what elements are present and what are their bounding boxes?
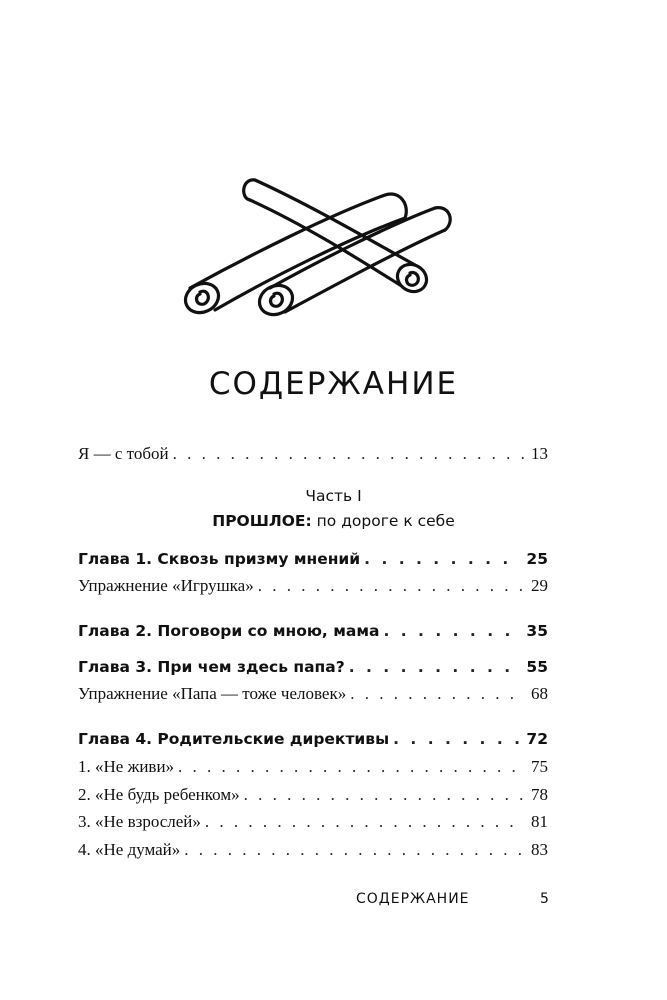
toc-leader-dots xyxy=(364,550,520,568)
toc-entry-label: Глава 1. Сквозь призму мнений xyxy=(78,550,361,568)
part-title-bold: ПРОШЛОЕ: xyxy=(212,512,312,530)
toc-entry-label: Упражнение «Игрушка» xyxy=(78,576,254,595)
toc-entry-exercise-2[interactable] xyxy=(78,684,548,704)
toc-leader-dots xyxy=(244,785,525,805)
toc-entry-page: 35 xyxy=(526,622,548,640)
toc-entry-page: 13 xyxy=(531,444,548,463)
part-title xyxy=(0,512,667,530)
cinnamon-sticks-icon xyxy=(160,160,460,330)
toc-entry-label: 2. «Не будь ребенком» xyxy=(78,785,240,804)
running-title: СОДЕРЖАНИЕ xyxy=(356,891,470,907)
toc-entry-page: 29 xyxy=(531,576,548,595)
toc-entry-page: 55 xyxy=(526,658,548,676)
toc-entry-intro[interactable] xyxy=(78,444,548,464)
toc-leader-dots xyxy=(349,658,521,676)
part-title-rest: по дороге к себе xyxy=(311,512,455,530)
toc-entry-label: Упражнение «Папа — тоже человек» xyxy=(78,684,347,703)
toc-leader-dots xyxy=(393,730,520,748)
toc-entry-directive-2[interactable] xyxy=(78,785,548,805)
toc-entry-page: 75 xyxy=(531,757,548,776)
toc-entry-page: 83 xyxy=(531,840,548,859)
toc-entry-label: 1. «Не живи» xyxy=(78,757,175,776)
toc-entry-chapter-3[interactable] xyxy=(78,658,548,676)
toc-leader-dots xyxy=(350,684,525,704)
toc-entry-label: Глава 2. Поговори со мною, мама xyxy=(78,622,380,640)
toc-leader-dots xyxy=(383,622,520,640)
toc-entry-page: 81 xyxy=(531,812,548,831)
page-number: 5 xyxy=(540,891,549,907)
toc-entry-page: 78 xyxy=(531,785,548,804)
toc-entry-directive-1[interactable] xyxy=(78,757,548,777)
toc-entry-directive-4[interactable] xyxy=(78,840,548,860)
toc-entry-label: 4. «Не думай» xyxy=(78,840,181,859)
toc-leader-dots xyxy=(258,576,525,596)
toc-leader-dots xyxy=(205,812,525,832)
toc-entry-exercise-1[interactable] xyxy=(78,576,548,596)
toc-entry-label: 3. «Не взрослей» xyxy=(78,812,201,831)
part-number: Часть I xyxy=(305,487,362,505)
toc-entry-label: Глава 3. При чем здесь папа? xyxy=(78,658,345,676)
toc-leader-dots xyxy=(178,757,525,777)
toc-entry-page: 72 xyxy=(526,730,548,748)
toc-entry-page: 25 xyxy=(526,550,548,568)
toc-entry-chapter-2[interactable] xyxy=(78,622,548,640)
toc-leader-dots xyxy=(173,444,525,464)
toc-entry-label: Глава 4. Родительские директивы xyxy=(78,730,390,748)
toc-entry-directive-3[interactable] xyxy=(78,812,548,832)
toc-entry-chapter-4[interactable] xyxy=(78,730,548,748)
toc-entry-page: 68 xyxy=(531,684,548,703)
toc-entry-label: Я — с тобой xyxy=(78,444,169,463)
page-title: СОДЕРЖАНИЕ xyxy=(208,366,459,402)
toc-leader-dots xyxy=(184,840,525,860)
toc-entry-chapter-1[interactable] xyxy=(78,550,548,568)
